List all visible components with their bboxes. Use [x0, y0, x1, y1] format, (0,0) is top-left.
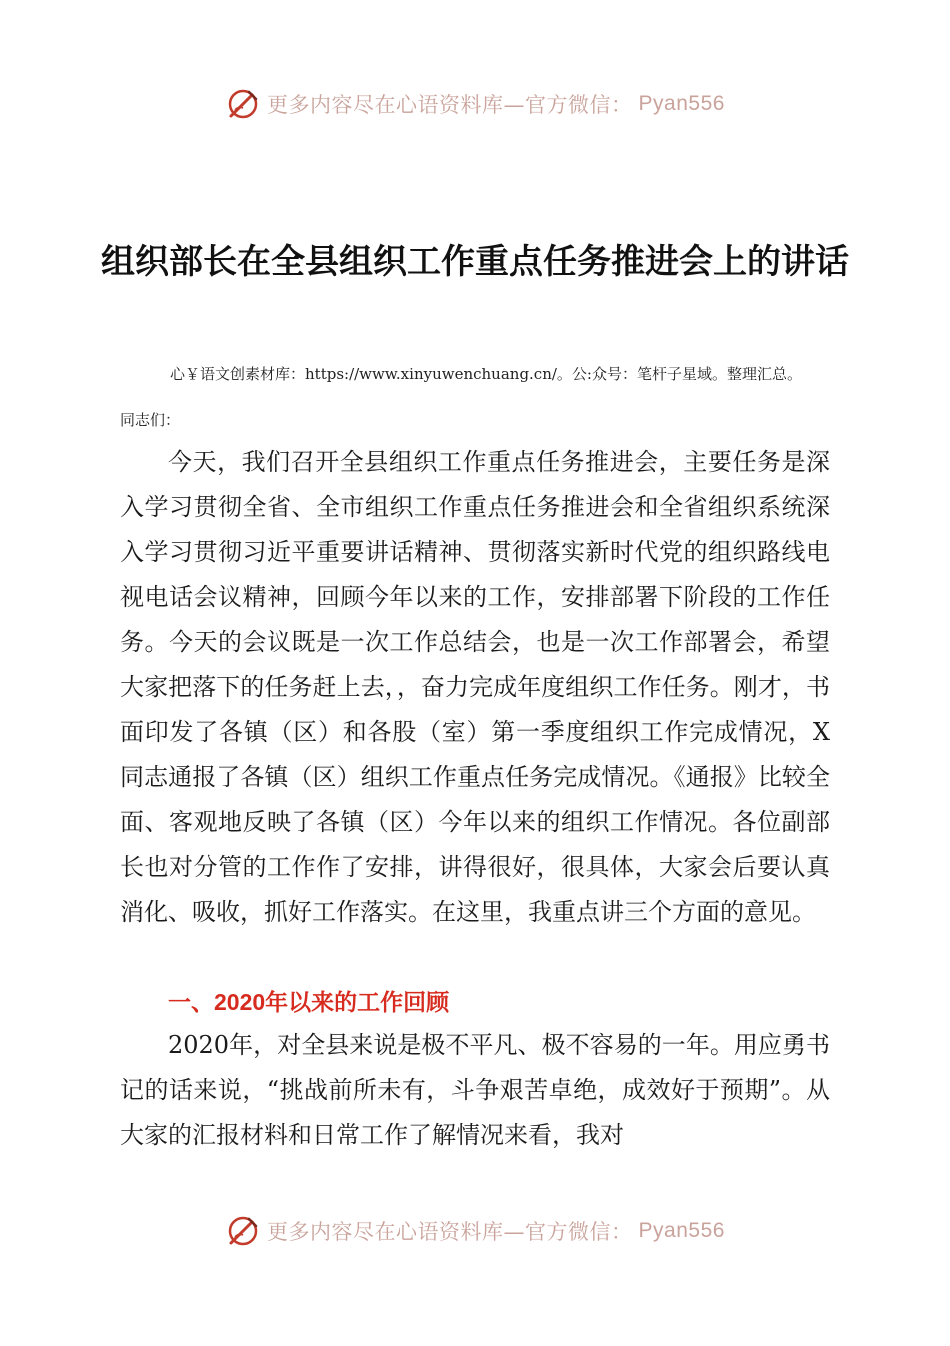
body-paragraph-block-2	[120, 1023, 830, 1158]
banner-text: 更多内容尽在心语资料库—官方微信：	[267, 1220, 633, 1244]
footer-watermark-banner	[0, 1209, 950, 1253]
banner-text: 更多内容尽在心语资料库—官方微信：	[267, 93, 633, 117]
body-paragraph: 2020年，对全县来说是极不平凡、极不容易的一年。用应勇书记的话来说，“挑战前所未有，斗争艰苦卓绝，成效好于预期”。从大家的汇报材料和日常工作了解情况来看，我对	[120, 1031, 830, 1149]
wechat-id: Pyan556	[638, 92, 725, 115]
section-heading: 一、2020年以来的工作回顾	[168, 989, 450, 1015]
salutation: 同志们：	[120, 411, 181, 429]
pen-circle-logo-icon	[225, 86, 261, 122]
body-paragraph-block-1	[120, 440, 830, 935]
document-title: 组织部长在全县组织工作重点任务推进会上的讲话	[101, 242, 849, 282]
pen-circle-logo-icon	[225, 1213, 261, 1249]
wechat-id: Pyan556	[638, 1219, 725, 1242]
header-watermark-banner	[0, 82, 950, 126]
body-paragraph: 今天，我们召开全县组织工作重点任务推进会，主要任务是深入学习贯彻全省、全市组织工作重点任务推进会和全省组织系统深入学习贯彻习近平重要讲话精神、贯彻落实新时代党的组织路线电视电话会议精神，回顾今年以来的工作，安排部署下阶段的工作任务。今天的会议既是一次工作总结会，也是一次工作部署会，希望大家把落下的任务赶上去，，奋力完成年度组织工作任务。刚才，书面印发了各镇（区）和各股（室）第一季度组织工作完成情况，X同志通报了各镇（区）组织工作重点任务完成情况。《通报》比较全面、客观地反映了各镇（区）今年以来的组织工作情况。各位副部长也对分管的工作作了安排，讲得很好，很具体，大家会后要认真消化、吸收，抓好工作落实。在这里，我重点讲三个方面的意见。	[120, 448, 830, 926]
source-line: 心￥语文创素材库：https://www.xinyuwenchuang.cn/。公:众号：笔杆子星域。整理汇总。	[170, 365, 802, 383]
